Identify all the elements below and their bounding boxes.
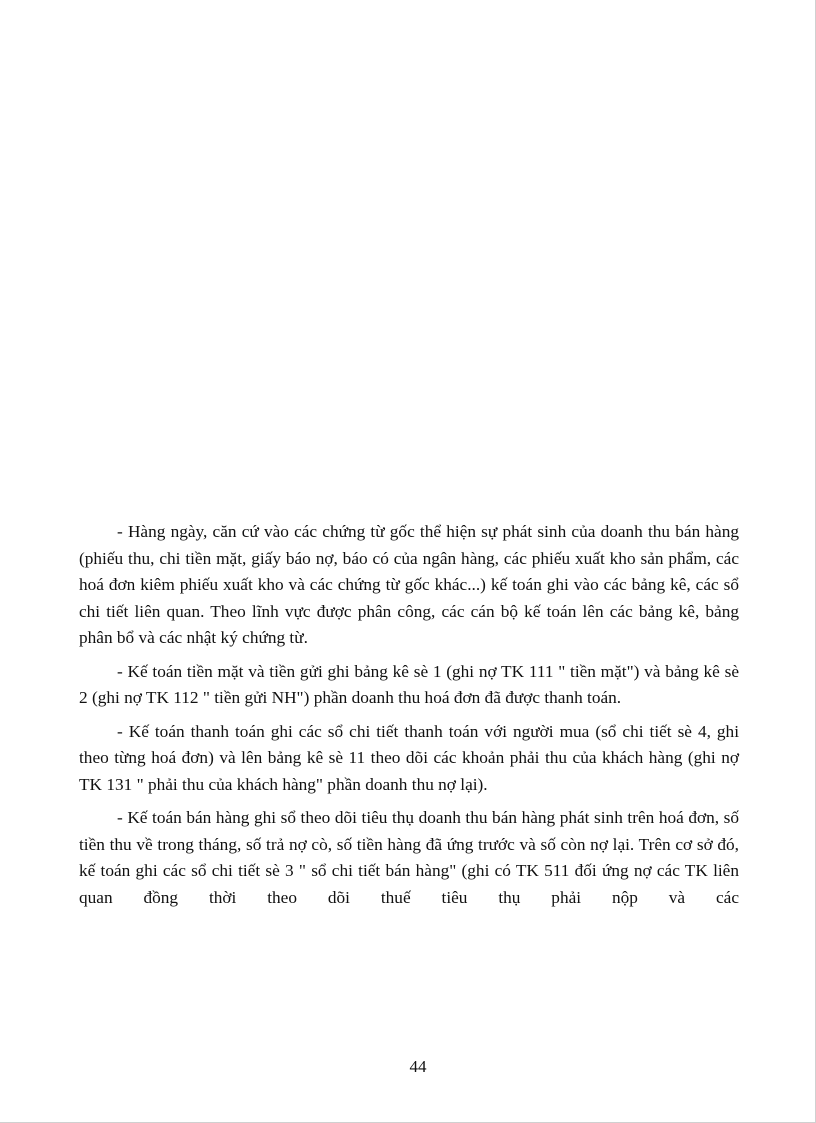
paragraph-sales-accounting: - Kế toán bán hàng ghi sổ theo dõi tiêu thụ doanh thu bán hàng phát sinh trên hoá đơn, số tiền thu về trong tháng, số trả nợ cò, số tiền hàng đã ứng trước và số còn nợ lại. Trên cơ sở đó, kế toán ghi các sổ chi tiết sè 3 " sổ chi tiết bán hàng" (ghi có TK 511 đối ứng nợ các TK liên quan đồng thời theo dõi thuế tiêu thụ phải nộp và các — [79, 808, 739, 907]
page-number: 44 — [409, 1057, 427, 1076]
paragraph-payment-accounting: - Kế toán thanh toán ghi các sổ chi tiết thanh toán với người mua (sổ chi tiết sè 4, ghi theo từng hoá đơn) và lên bảng kê sè 11 theo dõi các khoản phải thu của khách hàng (ghi nợ TK 131 " phải thu của khách hàng" phần doanh thu nợ lại). — [79, 721, 739, 794]
body-text — [79, 519, 739, 918]
paragraph-daily-recording: - Hàng ngày, căn cứ vào các chứng từ gốc thể hiện sự phát sinh của doanh thu bán hàng (phiếu thu, chi tiền mặt, giấy báo nợ, báo có của ngân hàng, các phiếu xuất kho sản phẩm, các hoá đơn kiêm phiếu xuất kho và các chứng từ gốc khác...) kế toán ghi vào các bảng kê, các sổ chi tiết liên quan. Theo lĩnh vực được phân công, các cán bộ kế toán lên các bảng kê, bảng phân bổ và các nhật ký chứng từ. — [79, 522, 739, 647]
paragraph-cash-accounting: - Kế toán tiền mặt và tiền gửi ghi bảng kê sè 1 (ghi nợ TK 111 " tiền mặt") và bảng kê sè 2 (ghi nợ TK 112 " tiền gửi NH") phần doanh thu hoá đơn đã được thanh toán. — [79, 661, 739, 707]
